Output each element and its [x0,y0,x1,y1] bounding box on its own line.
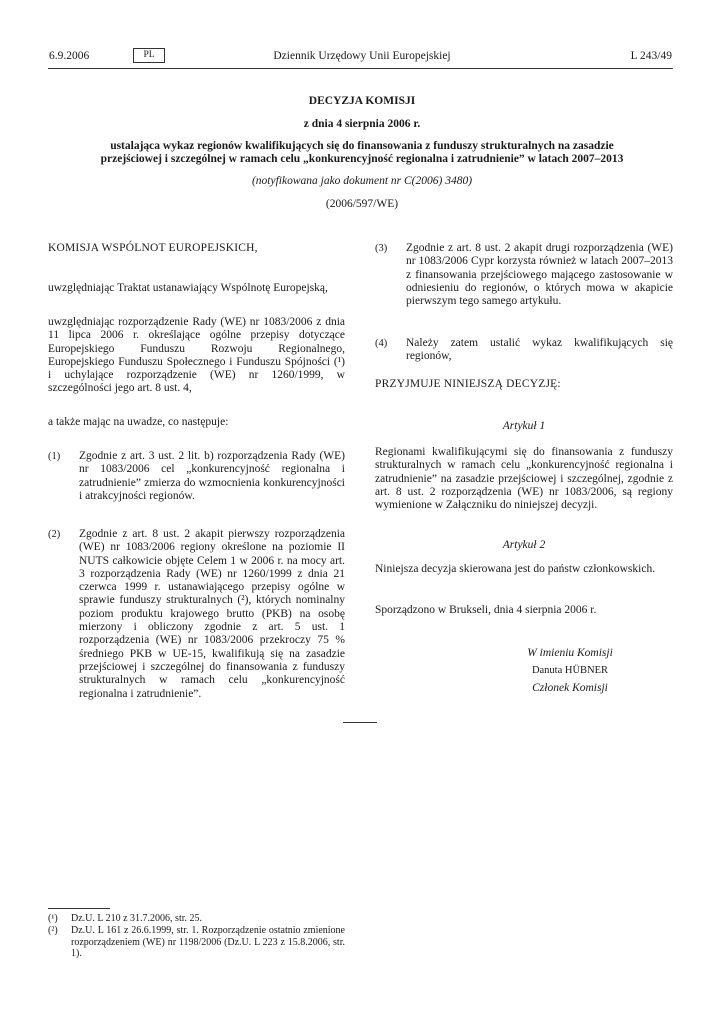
publication-date: 6.9.2006 [49,50,90,62]
notification-note: (notyfikowana jako dokument nr C(2006) 3480) [251,175,473,187]
recital-text: Zgodnie z art. 3 ust. 2 lit. b) rozporządzenia Rady (WE) nr 1083/2006 cel „konkurencyjność regionalna i zatrudnienie” zmierza do wzmocnienia konkurencyjności i atrakcyjności regionów. [79,450,345,502]
recital-number: (2) [48,529,61,540]
treaty-citation: uwzględniając Traktat ustanawiający Wspólnotę Europejską, [48,282,328,294]
article-2-heading: Artykuł 2 [502,539,546,551]
decision-date: z dnia 4 sierpnia 2006 r. [303,118,421,130]
recital-4 [375,337,673,363]
journal-title: Dziennik Urzędowy Unii Europejskiej [273,50,451,62]
header-divider [48,68,673,69]
footnote-divider [48,908,110,909]
footnote-2 [48,925,345,961]
decision-subject: ustalająca wykaz regionów kwalifikujących się do finansowania z funduszy strukturalnych na zasadzie przejściowej i szczególnej w ramach celu „konkurencyjność regionalna i zatrudnienie” w latach 2007–2013 [100,140,624,165]
recital-number: (4) [375,338,388,349]
decision-title: DECYZJA KOMISJI [308,95,416,107]
recital-text: Zgodnie z art. 8 ust. 2 akapit pierwszy rozporządzenia (WE) nr 1083/2006 regiony określone na poziomie II NUTS całkowicie objęte Celem 1 w 2006 r. na mocy art. 3 rozporządzenia Rady (WE) nr 1260/1999 z dnia 21 czerwca 1999 r. ustanawiającego przepisy ogólne w sprawie funduszy strukturalnych (²), których nominalny poziom produktu krajowego brutto (PKB) na osobę mierzony i obliczony zgodnie z art. 5 ust. 1 rozporządzenia (WE) nr 1083/2006 przekroczy 75 % średniego PKB w UE-15, kwalifikują się na zasadzie przejściowej i szczególnej do finansowania z funduszy strukturalnych w ramach celu „konkurencyjność regionalna i zatrudnienie”. [79,528,345,700]
title-block [88,94,636,211]
done-at-line: Sporządzono w Brukseli, dnia 4 sierpnia 2006 r. [375,604,597,616]
footnote-1 [48,913,345,925]
recital-number: (1) [48,451,61,462]
recital-2 [48,528,345,698]
signature-block [470,647,670,695]
article-1-text: Regionami kwalifikującymi się do finansowania z funduszy strukturalnych w ramach celu „konkurencyjność regionalna i zatrudnienie” na zasadzie przejściowej i szczególnej, zgodnie z art. 8 ust. 2 rozporządzenia (WE) nr 1083/2006, są regiony wymienione w Załączniku do niniejszej decyzji. [375,446,673,512]
article-1-heading: Artykuł 1 [502,420,546,432]
page-reference: L 243/49 [630,50,672,62]
decision-reference: (2006/597/WE) [325,198,399,210]
institution-line: KOMISJA WSPÓLNOT EUROPEJSKICH, [48,242,258,254]
whereas-line: a także mając na uwadze, co następuje: [48,416,229,428]
recital-text: Zgodnie z art. 8 ust. 2 akapit drugi rozporządzenia (WE) nr 1083/2006 Cypr korzysta również w latach 2007–2013 z finansowania przejściowego mającego zastosowanie w odniesieniu do regionów, o których mowa w akapicie pierwszym tego samego artykułu. [406,242,673,308]
adoption-line: PRZYJMUJE NINIEJSZĄ DECYZJĘ: [375,378,561,390]
regulation-citation: uwzględniając rozporządzenie Rady (WE) nr 1083/2006 z dnia 11 lipca 2006 r. określające ogólne przepisy dotyczące Europejskiego Funduszu Rozwoju Regionalnego, Europejskiego Funduszu Społecznego i Funduszu Spójności (¹) i uchylające rozporządzenie (WE) nr 1260/1999, w szczególności jego art. 8 ust. 4, [48,316,345,395]
end-divider [343,722,377,723]
recital-number: (3) [375,243,388,254]
signatory-role: Członek Komisji [532,681,608,694]
footnote-number: (²) [48,925,58,936]
footnote-text: Dz.U. L 210 z 31.7.2006, str. 25. [71,913,203,924]
article-2-text: Niniejsza decyzja skierowana jest do państw członkowskich. [375,563,656,575]
on-behalf-line: W imieniu Komisji [527,647,613,659]
recital-3 [375,242,673,312]
footnote-text: Dz.U. L 161 z 26.6.1999, str. 1. Rozporządzenie ostatnio zmienione rozporządzeniem (WE) nr 1198/2006 (Dz.U. L 223 z 15.8.2006, str. 1). [71,925,345,960]
recital-1 [48,450,345,510]
signatory-name: Danuta HÜBNER [531,665,609,677]
language-badge: PL [133,48,165,63]
footnote-number: (¹) [48,913,58,924]
recital-text: Należy zatem ustalić wykaz kwalifikujących się regionów, [406,337,673,363]
